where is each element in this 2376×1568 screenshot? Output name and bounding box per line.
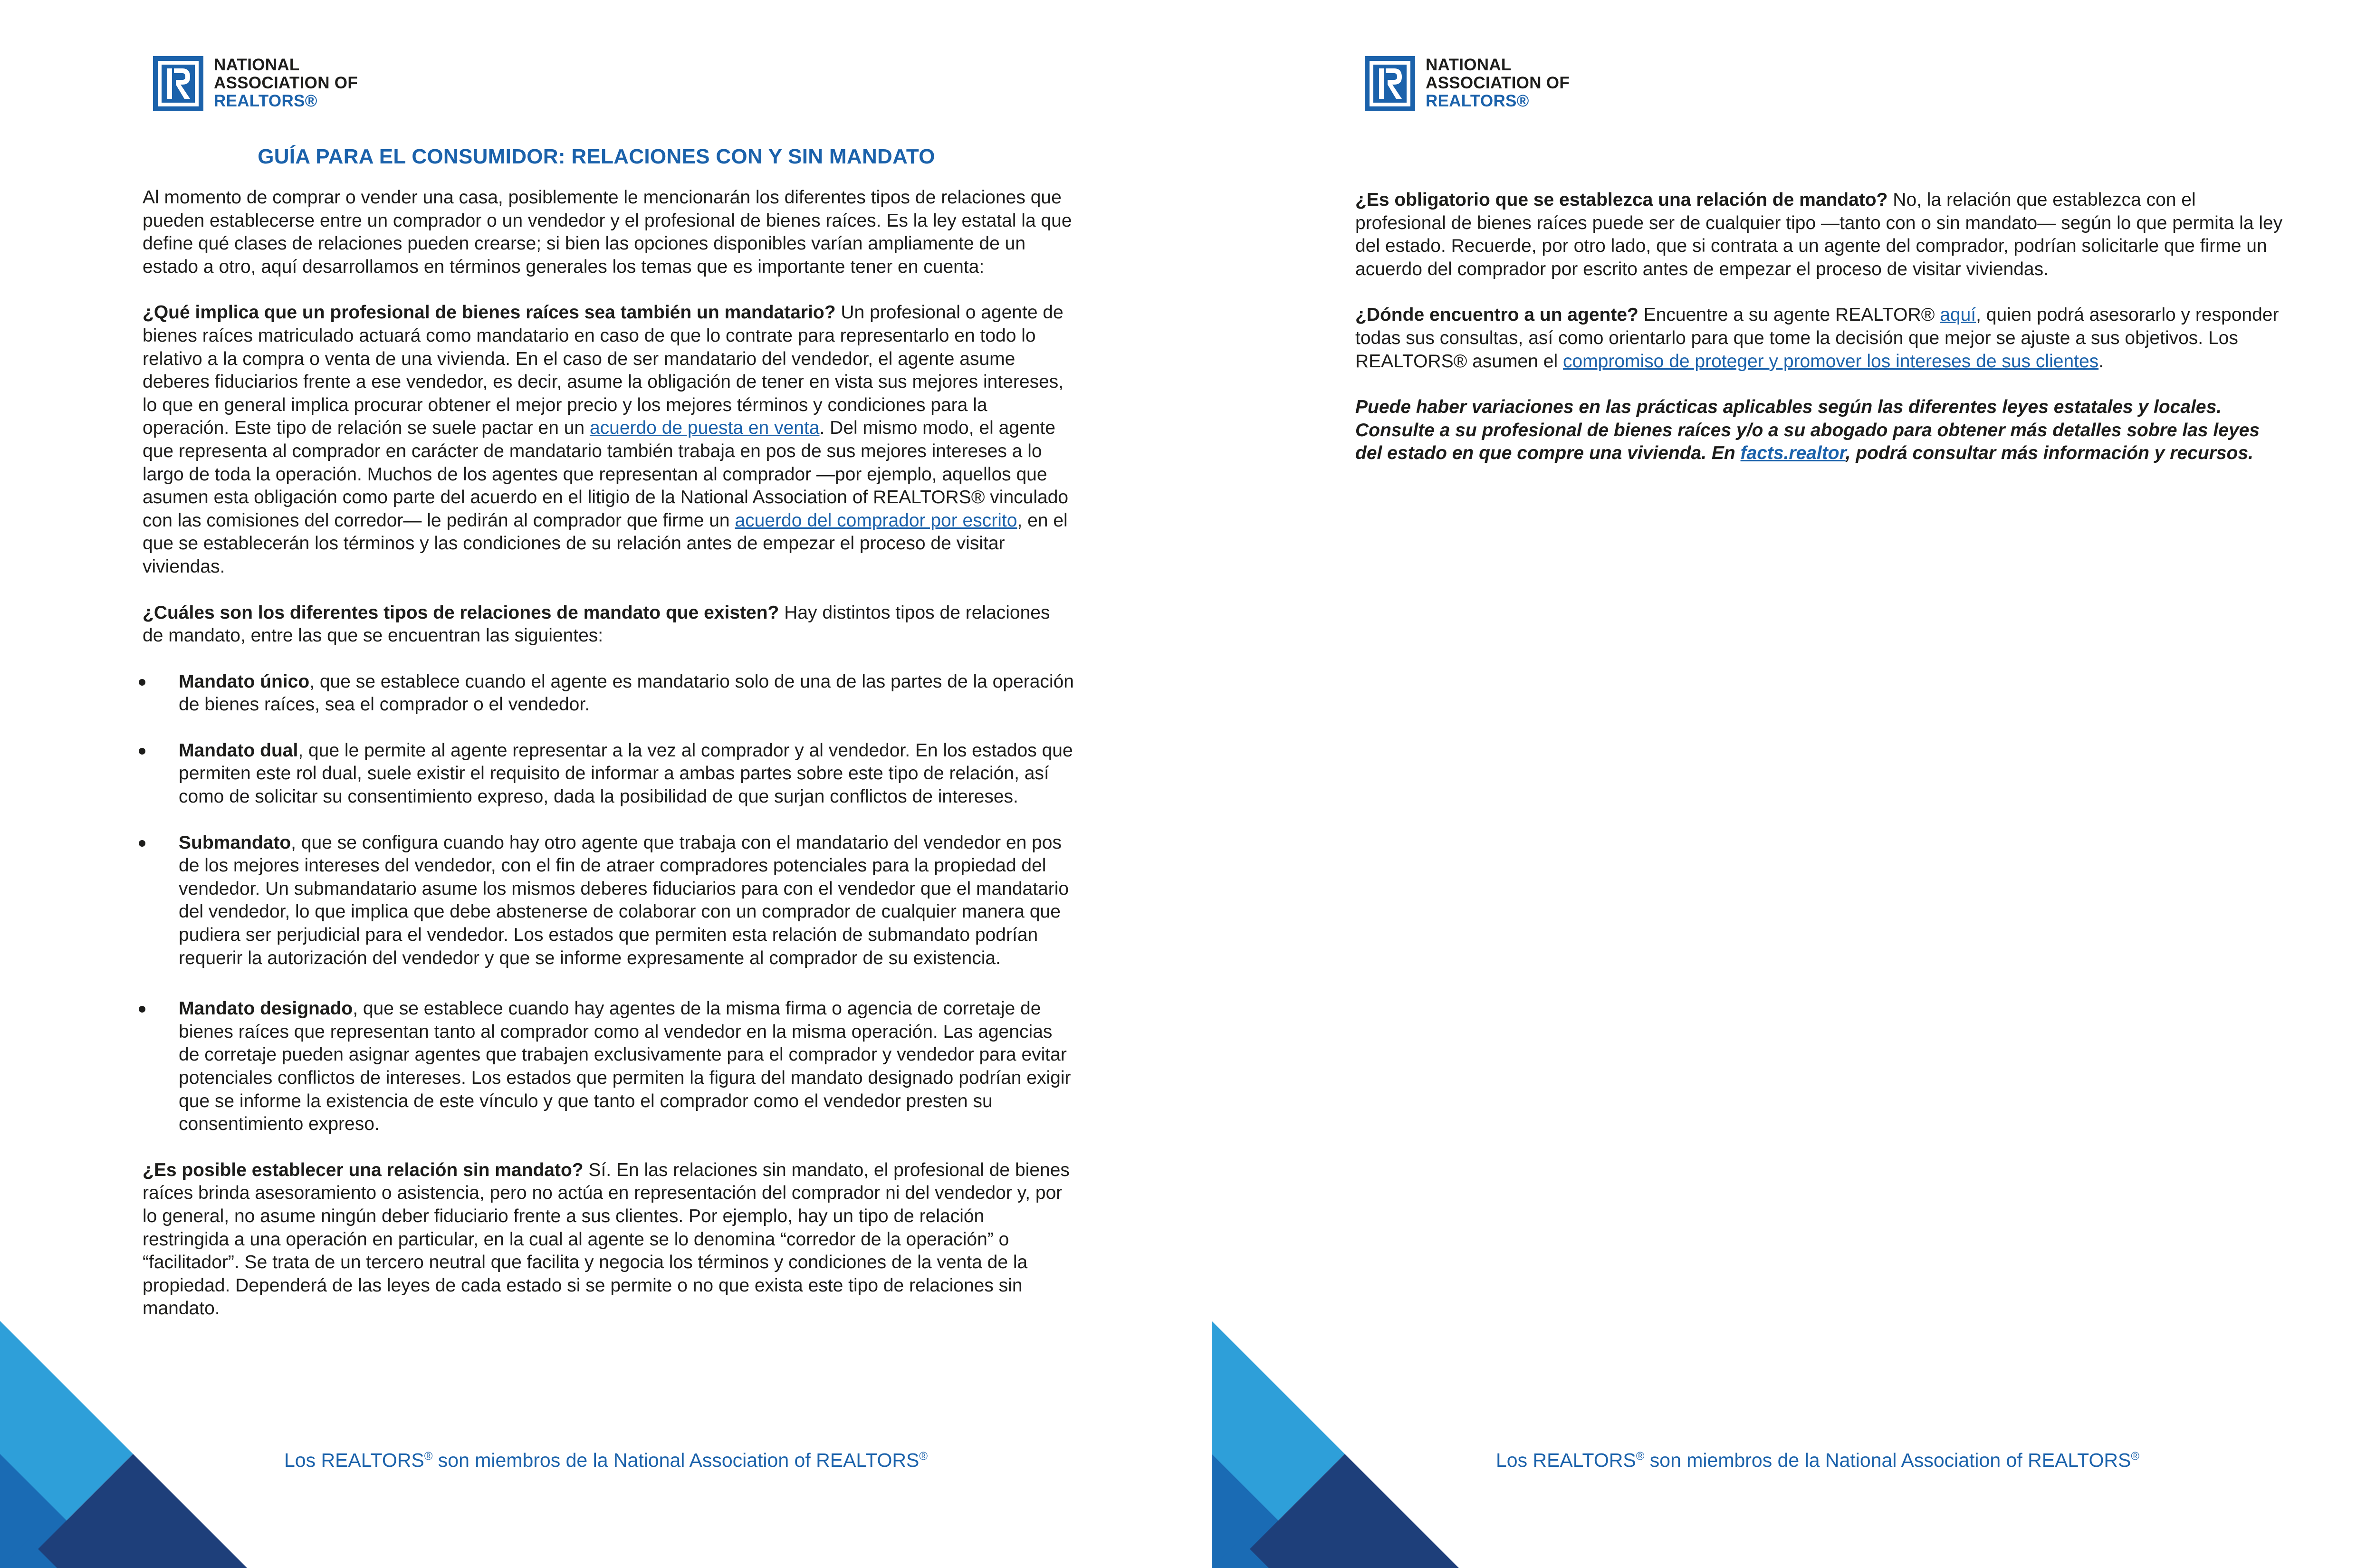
types-question-paragraph — [143, 602, 1074, 648]
list-item-text: , que le permite al agente representar a la vez al comprador y al vendedor. En los estados que permiten este rol dual, suele existir el requisito de informar a ambas partes sobre este tipo de relación, así como de solicitar su consentimiento expreso, dada la posibilidad de que surjan conflictos de intereses. — [179, 740, 1073, 807]
non-agency-question-text: Sí. En las relaciones sin mandato, el profesional de bienes raíces brinda asesoramiento o asistencia, pero no actúa en representación del comprador ni del vendedor y, por lo general, no asume ningún deber fiduciario frente a sus clientes. Por ejemplo, hay un tipo de relación restringida a una operación en particular, en la cual al agente se lo denomina “corredor de la operación” o “facilitador”. Se trata de un tercero neutral que facilita y negocia los términos y condiciones de la venta de la propiedad. Dependerá de las leyes de cada estado si se permite o no que exista este tipo de relaciones sin mandato. — [143, 1159, 1070, 1319]
find-agent-text-a: Encuentre a su agente REALTOR® — [1638, 305, 1940, 325]
find-agent-text-c: . — [2098, 351, 2104, 372]
list-item — [143, 832, 1074, 970]
bullet-dot-icon — [139, 748, 145, 755]
logo-line-1: NATIONAL — [214, 56, 300, 74]
disclaimer-text-b: , podrá consultar más información y recursos. — [1845, 443, 2253, 464]
page-2 — [1212, 0, 2376, 1568]
types-question-text: Hay distintos tipos de relaciones de mandato, entre las que se encuentran las siguientes: — [143, 602, 1050, 646]
buyer-agreement-link[interactable]: acuerdo del comprador por escrito — [735, 510, 1017, 531]
find-agent-heading: ¿Dónde encuentro a un agente? — [1355, 305, 1638, 325]
types-question-heading: ¿Cuáles son los diferentes tipos de relaciones de mandato que existen? — [143, 602, 779, 623]
realtor-r-logo-icon — [153, 56, 203, 111]
logo-line-2: ASSOCIATION OF — [1426, 74, 1570, 92]
list-item — [143, 997, 1074, 1136]
logo-line-1: NATIONAL — [1426, 56, 1512, 74]
page-title: GUÍA PARA EL CONSUMIDOR: RELACIONES CON Y SIN MANDATO — [258, 145, 935, 168]
logo-wordmark — [1426, 56, 1570, 110]
bullet-dot-icon — [139, 679, 145, 686]
nar-logo — [1365, 56, 1570, 113]
footer-text-b: son miembros de la National Association of REALTORS — [1644, 1449, 2131, 1471]
corner-triangles-decoration-icon — [0, 1311, 247, 1568]
find-agent-text-b: , quien podrá asesorarlo y responder todas sus consultas, así como orientarlo para que tome la decisión que mejor se ajuste a sus objetivos. Los REALTORS® asumen el — [1355, 305, 2279, 372]
bullet-dot-icon — [139, 1006, 145, 1013]
list-item-term: Mandato dual — [179, 740, 298, 761]
non-agency-question-paragraph — [143, 1159, 1074, 1320]
client-commitment-link[interactable]: compromiso de proteger y promover los intereses de sus clientes — [1562, 351, 2099, 372]
agency-question-heading: ¿Qué implica que un profesional de bienes raíces sea también un mandatario? — [143, 302, 836, 323]
nar-logo — [153, 56, 358, 113]
list-item-text: , que se establece cuando hay agentes de la misma firma o agencia de corretaje de bienes raíces que representan tanto al comprador como al vendedor en la misma operación. Las agencias de corretaje pueden asignar agentes que trabajen exclusivamente para el comprador y vendedor para evitar potenciales conflictos de intereses. Los estados que permiten la figura del mandato designado podrían exigir que se informe la existencia de este vínculo y que tanto el comprador como el vendedor presten su consentimiento expreso. — [179, 998, 1071, 1135]
footer-sup-b: ® — [2131, 1450, 2140, 1463]
mandatory-question-paragraph — [1355, 189, 2287, 281]
bullet-dot-icon — [139, 840, 145, 847]
intro-paragraph: Al momento de comprar o vender una casa, posiblemente le mencionarán los diferentes tipos de relaciones que pueden establecerse entre un comprador o un vendedor y el profesional de bienes raíces. Es la ley estatal la que define qué clases de relaciones pueden crearse; si bien las opciones disponibles varían ampliamente de un estado a otro, aquí desarrollamos en términos generales los temas que es importante tener en cuenta: — [143, 187, 1072, 277]
disclaimer-note — [1355, 396, 2287, 465]
realtor-r-logo-icon — [1365, 56, 1415, 111]
corner-triangles-decoration-icon — [1212, 1311, 1459, 1568]
listing-agreement-link[interactable]: acuerdo de puesta en venta — [589, 418, 820, 439]
agency-question-paragraph — [143, 301, 1074, 578]
agency-question-text-c: , en el que se establecerán los términos y las condiciones de su relación antes de empezar el proceso de visitar viviendas. — [143, 510, 1068, 577]
list-item-term: Mandato designado — [179, 998, 353, 1019]
logo-line-2: ASSOCIATION OF — [214, 74, 358, 92]
agency-types-list — [143, 670, 1074, 1136]
footer-text-a: Los REALTORS — [1495, 1449, 1636, 1471]
footer-text-b: son miembros de la National Association of REALTORS — [432, 1449, 920, 1471]
find-agent-paragraph — [1355, 304, 2287, 373]
agency-question-text-a: Un profesional o agente de bienes raíces matriculado actuará como mandatario en caso de que lo contrate para representarlo en todo lo relativo a la compra o venta de una vivienda. En el caso de ser mandatario del vendedor, el agente asume deberes fiduciarios frente a ese vendedor, es decir, asume la obligación de tener en vista sus mejores intereses, lo que en general implica procurar obtener el mejor precio y los mejores términos y condiciones para la operación. Este tipo de relación se suele pactar en un — [143, 302, 1064, 439]
agency-question-text-b: . Del mismo modo, el agente que representa al comprador en carácter de mandatario también trabaja en pos de sus mejores intereses a lo largo de toda la operación. Muchos de los agentes que representan al comprador —por ejemplo, aquellos que asumen esta obligación como parte del acuerdo en el litigio de la National Association of REALTORS® vinculado con las comisiones del corredor— le pedirán al comprador que firme un — [143, 418, 1069, 531]
logo-line-3: REALTORS® — [1426, 92, 1529, 110]
disclaimer-text-a: Puede haber variaciones en las prácticas aplicables según las diferentes leyes estatales y locales. Consulte a su profesional de bienes raíces y/o a su abogado para obtener más detalles sobre las leyes del estado en que compre una vivienda. En — [1355, 397, 2260, 464]
footer-text-a: Los REALTORS — [284, 1449, 424, 1471]
facts-realtor-link[interactable]: facts.realtor — [1740, 443, 1846, 464]
right-content — [1355, 189, 2287, 488]
left-content — [143, 186, 1074, 1343]
list-item-term: Submandato — [179, 832, 291, 853]
mandatory-question-text: No, la relación que establezca con el profesional de bienes raíces puede ser de cualquier tipo —tanto con o sin mandato— según lo que permita la ley del estado. Recuerde, por otro lado, que si contrata a un agente del comprador, podrían solicitarle que firme un acuerdo del comprador por escrito antes de empezar el proceso de visitar viviendas. — [1355, 190, 2283, 279]
logo-line-3: REALTORS® — [214, 92, 317, 110]
footer-sup-a: ® — [424, 1450, 433, 1463]
non-agency-question-heading: ¿Es posible establecer una relación sin mandato? — [143, 1159, 584, 1180]
list-item-term: Mandato único — [179, 671, 310, 692]
footer-sup-b: ® — [919, 1450, 928, 1463]
mandatory-question-heading: ¿Es obligatorio que se establezca una relación de mandato? — [1355, 190, 1888, 210]
list-item-text: , que se establece cuando el agente es mandatario solo de una de las partes de la operación de bienes raíces, sea el comprador o el vendedor. — [179, 671, 1074, 715]
list-item — [143, 670, 1074, 717]
footer-sup-a: ® — [1636, 1450, 1645, 1463]
logo-wordmark — [214, 56, 358, 110]
list-item — [143, 739, 1074, 809]
list-item-text: , que se configura cuando hay otro agente que trabaja con el mandatario del vendedor en pos de los mejores intereses del vendedor, con el fin de atraer compradores potenciales para la propiedad del vendedor. Un submandatario asume los mismos deberes fiduciarios para con el vendedor que el mandatario del vendedor, lo que implica que debe abstenerse de colaborar con un comprador de cualquier manera que pudiera ser perjudicial para el vendedor. Los estados que permiten esta relación de submandato podrían requerir la autorización del vendedor y que se informe expresamente al comprador de su existencia. — [179, 832, 1069, 968]
find-agent-here-link[interactable]: aquí — [1940, 305, 1976, 325]
